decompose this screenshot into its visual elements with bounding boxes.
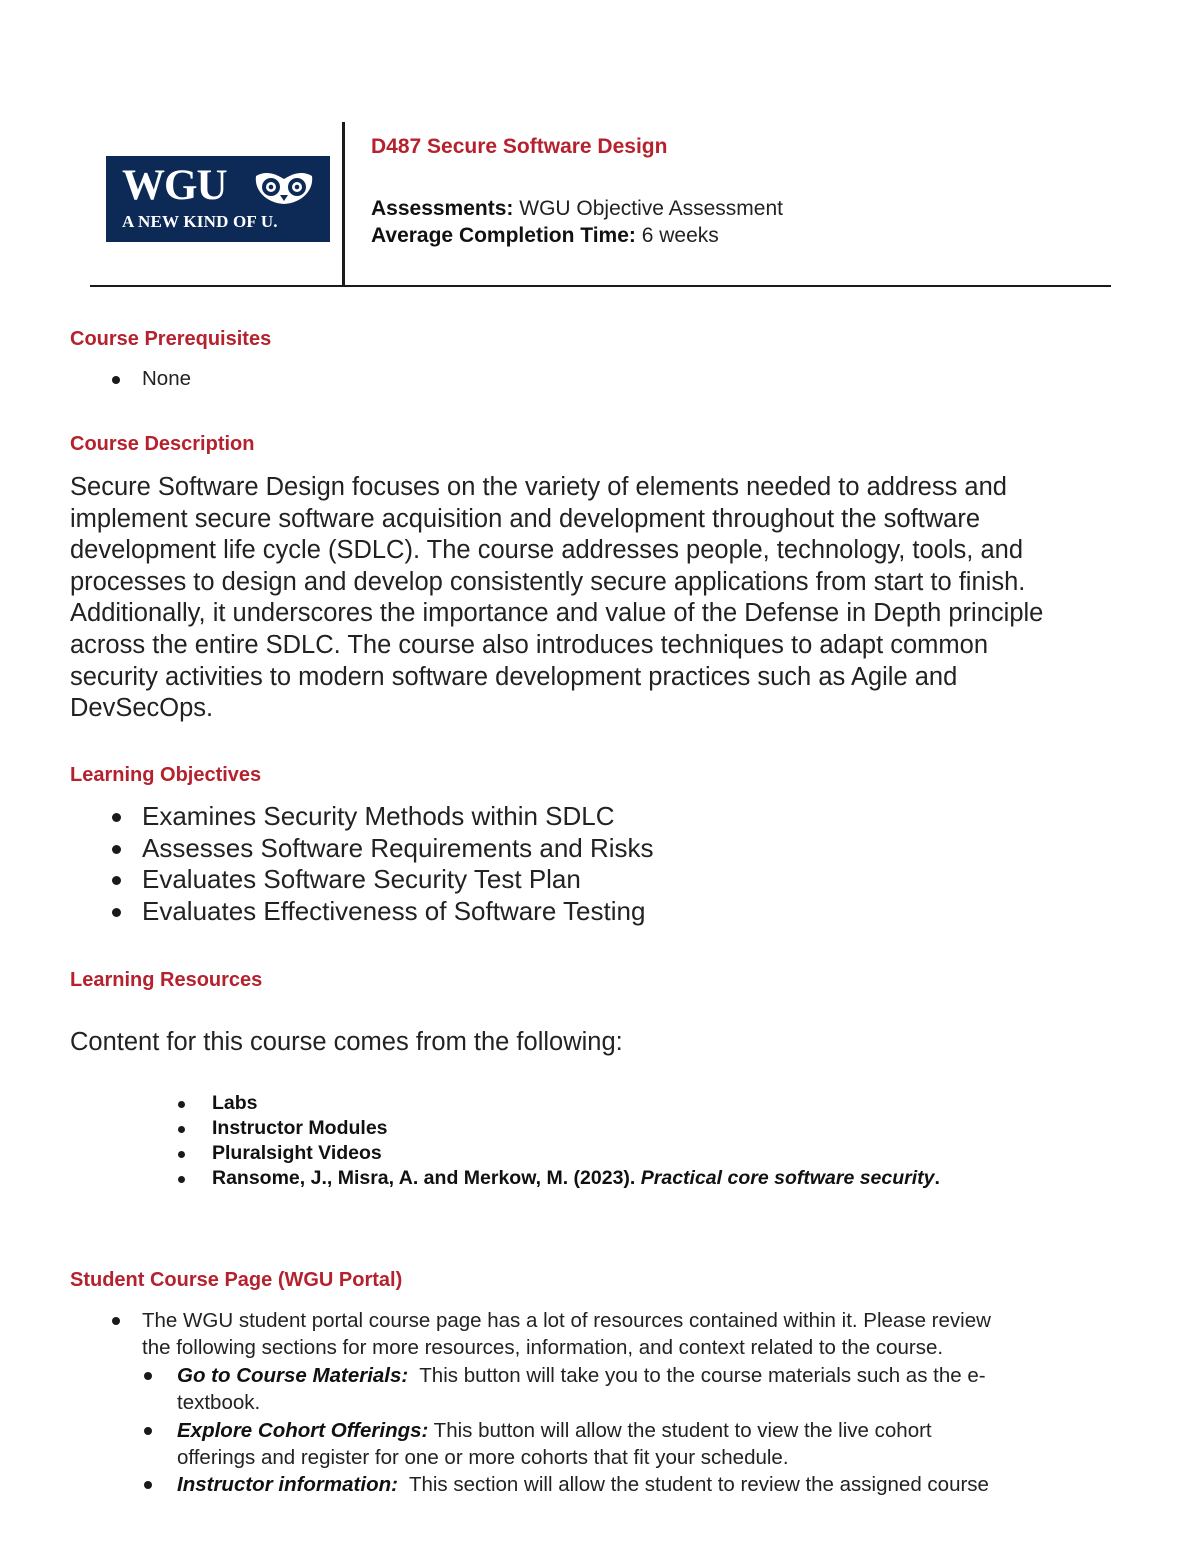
assessments-line — [371, 197, 783, 221]
list-item: Ransome, J., Misra, A. and Merkow, M. (2023). Practical core software security. — [172, 1166, 940, 1191]
description-heading: Course Description — [70, 433, 255, 455]
list-item: None — [70, 367, 191, 391]
bullet-icon — [178, 1151, 185, 1158]
portal-heading: Student Course Page (WGU Portal) — [70, 1269, 403, 1291]
assessments-label: Assessments: — [371, 197, 514, 220]
citation-authors: Ransome, J., Misra, A. and Merkow, M. (2023). — [212, 1167, 641, 1189]
portal-intro — [142, 1307, 1142, 1362]
bullet-icon — [178, 1101, 185, 1108]
sub-item-label: Instructor information: — [177, 1473, 398, 1496]
bullet-icon — [112, 376, 120, 384]
portal-sub-item: Instructor information: This section will allow the student to review the assigned course — [177, 1471, 1137, 1498]
completion-label: Average Completion Time: — [371, 224, 636, 247]
prerequisites-heading: Course Prerequisites — [70, 328, 272, 350]
objectives-list — [70, 801, 654, 927]
list-item: Assesses Software Requirements and Risks — [70, 833, 654, 865]
description-line: processes to design and develop consistently secure applications from start to finish. — [70, 567, 1026, 596]
bullet-icon — [112, 1317, 120, 1325]
logo-tagline: A NEW KIND OF U. — [122, 212, 278, 231]
bullet-icon — [112, 813, 121, 822]
bullet-icon — [144, 1481, 152, 1489]
list-item: Examines Security Methods within SDLC — [70, 801, 654, 833]
citation-title: Practical core software security — [640, 1167, 935, 1189]
course-description — [70, 472, 1135, 725]
bullet-icon — [112, 908, 121, 917]
list-item: Evaluates Effectiveness of Software Testing — [70, 896, 654, 928]
header-horizontal-divider — [90, 285, 1111, 287]
list-item: Instructor Modules — [172, 1116, 940, 1141]
list-item: Evaluates Software Security Test Plan — [70, 864, 654, 896]
resources-intro: Content for this course comes from the following: — [70, 1028, 623, 1056]
description-line: DevSecOps. — [70, 694, 214, 723]
objectives-heading: Learning Objectives — [70, 764, 262, 786]
portal-intro-line: the following sections for more resources, information, and context related to the course. — [142, 1336, 944, 1360]
portal-sub-item: Explore Cohort Offerings: This button will allow the student to view the live cohort offerings and register for one or more cohorts that fit your schedule. — [177, 1417, 1137, 1472]
resources-list — [172, 1091, 940, 1191]
list-item: Labs — [172, 1091, 940, 1116]
owl-icon — [252, 170, 316, 206]
bullet-icon — [112, 876, 121, 885]
description-line: Secure Software Design focuses on the variety of elements needed to address and — [70, 473, 1007, 501]
list-item: Pluralsight Videos — [172, 1141, 940, 1166]
description-line: Additionally, it underscores the importance and value of the Defense in Depth principle — [70, 599, 1044, 628]
description-line: development life cycle (SDLC). The course addresses people, technology, tools, and — [70, 536, 1024, 565]
sub-item-label: Go to Course Materials: — [177, 1364, 409, 1387]
logo-wordmark: WGU — [122, 162, 227, 209]
completion-value: 6 weeks — [641, 224, 719, 247]
bullet-icon — [144, 1372, 152, 1380]
assessments-value: WGU Objective Assessment — [519, 197, 783, 220]
header-vertical-divider — [342, 122, 345, 286]
bullet-icon — [178, 1126, 185, 1133]
bullet-icon — [144, 1427, 152, 1435]
description-line: implement secure software acquisition and development throughout the software — [70, 504, 981, 533]
bullet-icon — [112, 845, 121, 854]
course-title: D487 Secure Software Design — [371, 135, 668, 158]
completion-line — [371, 224, 719, 248]
bullet-icon — [178, 1176, 185, 1183]
prerequisites-list — [70, 367, 191, 391]
wgu-logo — [106, 156, 330, 242]
portal-sub-item: Go to Course Materials: This button will take you to the course materials such as the e- textbook. — [177, 1362, 1137, 1417]
sub-item-label: Explore Cohort Offerings: — [177, 1419, 429, 1442]
portal-intro-line: The WGU student portal course page has a lot of resources contained within it. Please review — [142, 1309, 991, 1332]
resources-heading: Learning Resources — [70, 969, 263, 991]
description-line: across the entire SDLC. The course also introduces techniques to adapt common — [70, 630, 989, 659]
description-line: security activities to modern software development practices such as Agile and — [70, 662, 958, 691]
